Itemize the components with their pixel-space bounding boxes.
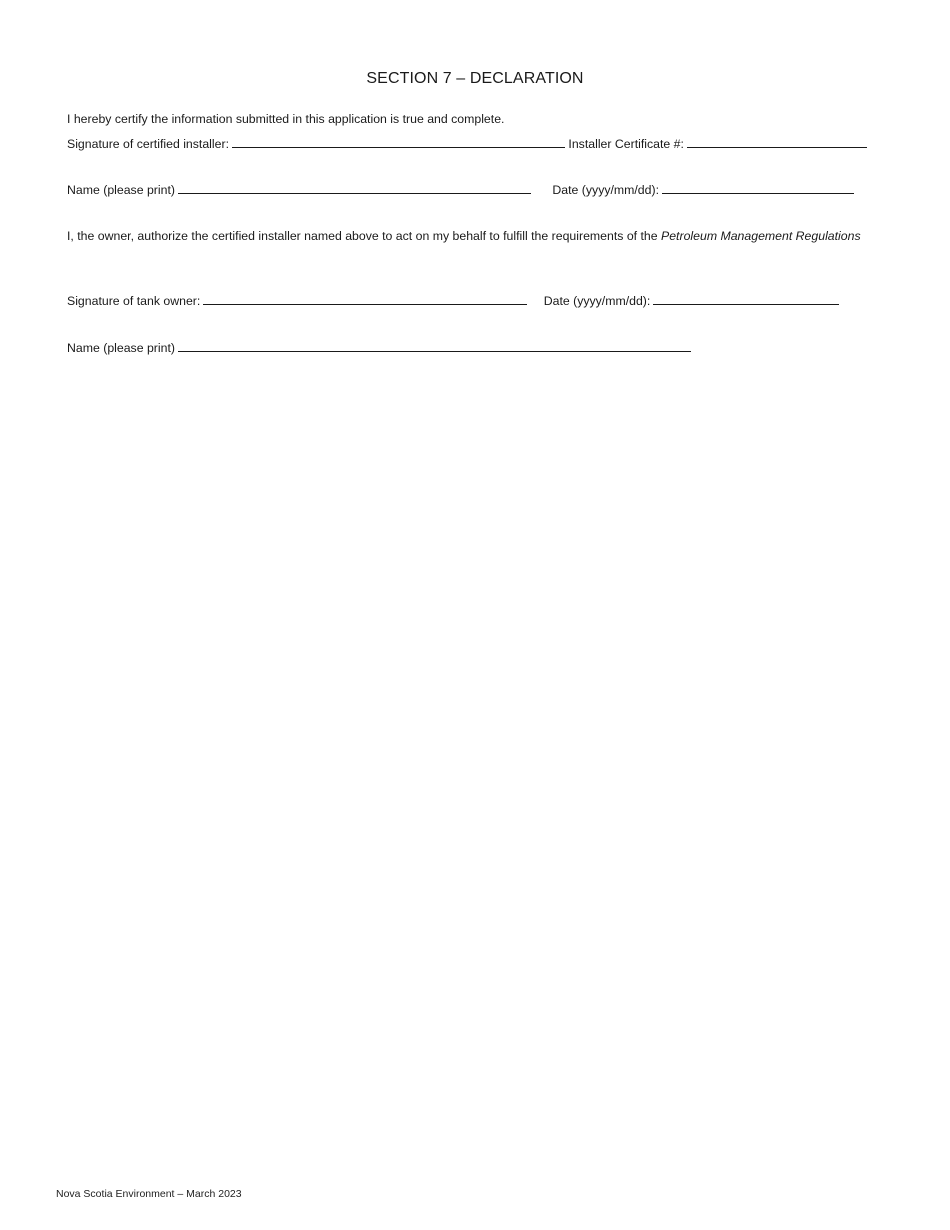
owner-date-label: Date (yyyy/mm/dd):	[543, 294, 651, 308]
installer-name-row	[67, 181, 854, 199]
installer-signature-label: Signature of certified installer:	[67, 137, 229, 151]
owner-authorization-regulation: Petroleum Management Regulations	[661, 229, 861, 243]
installer-name-field[interactable]	[178, 181, 531, 194]
installer-name-label: Name (please print)	[67, 183, 175, 197]
page-title: SECTION 7 – DECLARATION	[366, 70, 584, 87]
certify-statement: I hereby certify the information submitted in this application is true and complete.	[67, 112, 505, 126]
installer-signature-field[interactable]	[232, 135, 565, 148]
owner-signature-row	[67, 292, 839, 310]
owner-authorization-statement	[67, 228, 867, 245]
owner-signature-label: Signature of tank owner:	[67, 294, 201, 308]
installer-date-label: Date (yyyy/mm/dd):	[552, 183, 659, 197]
owner-authorization-text: I, the owner, authorize the certified installer named above to act on my behalf to fulfill the requirements of the	[67, 229, 658, 243]
installer-signature-row	[67, 135, 867, 153]
owner-signature-field[interactable]	[203, 292, 527, 305]
installer-certificate-field[interactable]	[687, 135, 867, 148]
installer-date-field[interactable]	[662, 181, 854, 194]
installer-certificate-label: Installer Certificate #:	[568, 137, 684, 151]
owner-name-row	[67, 339, 691, 357]
owner-date-field[interactable]	[653, 292, 839, 305]
owner-name-field[interactable]	[178, 339, 691, 352]
owner-name-label: Name (please print)	[67, 341, 175, 355]
page-footer: Nova Scotia Environment – March 2023	[56, 1188, 242, 1200]
